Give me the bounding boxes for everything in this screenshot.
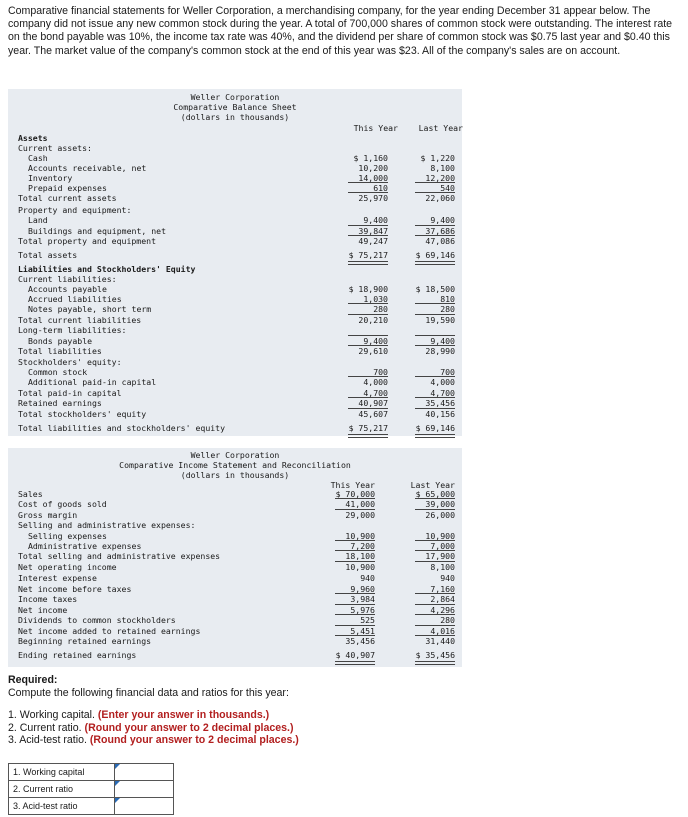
- income-statement-row-value-this-year: 525: [360, 615, 375, 625]
- balance-sheet-row-label: Accounts payable: [28, 284, 107, 294]
- balance-sheet-row-label: Property and equipment:: [18, 205, 132, 215]
- income-statement-row-label: Administrative expenses: [28, 541, 142, 551]
- balance-sheet-title: Comparative Balance Sheet: [173, 102, 297, 112]
- income-statement-row-value-last-year: $ 65,000: [415, 489, 455, 499]
- balance-sheet-row-label: Buildings and equipment, net: [28, 226, 167, 236]
- balance-sheet-row-label: Prepaid expenses: [28, 183, 107, 193]
- balance-sheet-row-value-last-year: 4,000: [430, 377, 455, 387]
- balance-sheet-row-value-last-year: 40,156: [425, 409, 455, 419]
- balance-sheet-subtotal-rule: [348, 314, 388, 315]
- balance-sheet-row-value-this-year: 4,000: [363, 377, 388, 387]
- balance-sheet-row-label: Total property and equipment: [18, 236, 157, 246]
- income-statement-subtotal-rule: [415, 635, 455, 636]
- income-statement-row-value-this-year: 35,456: [345, 636, 375, 646]
- current-ratio-input[interactable]: [115, 781, 177, 797]
- balance-sheet-subtotal-rule: [348, 182, 388, 183]
- income-statement-row-value-last-year: 17,900: [425, 551, 455, 561]
- income-statement-row-label: Net operating income: [18, 562, 117, 572]
- balance-sheet-subtotal-rule: [415, 225, 455, 226]
- income-statement-row-value-last-year: 4,016: [430, 626, 455, 636]
- required-item-1: 1. Working capital. (Enter your answer in thousands.): [8, 709, 270, 721]
- balance-sheet-row-label: Land: [28, 215, 48, 225]
- balance-sheet-total-double-rule: [415, 261, 455, 265]
- balance-sheet-row-value-this-year: 49,247: [358, 236, 388, 246]
- balance-sheet-row-label: Stockholders' equity:: [18, 357, 122, 367]
- balance-sheet-total-double-rule: [348, 261, 388, 265]
- income-statement-row-label: Selling expenses: [28, 531, 107, 541]
- balance-sheet-row-value-this-year: $ 18,900: [348, 284, 388, 294]
- income-statement-title: Comparative Income Statement and Reconciliation: [119, 460, 351, 470]
- income-statement-row-value-this-year: 18,100: [345, 551, 375, 561]
- income-statement-subtotal-rule: [415, 593, 455, 594]
- balance-sheet-col-this-year: This Year: [353, 123, 398, 133]
- balance-sheet-row-value-last-year: 9,400: [430, 336, 455, 346]
- balance-sheet-row-value-last-year: 700: [440, 367, 455, 377]
- balance-sheet-subtotal-rule: [348, 376, 388, 377]
- balance-sheet-subtotal-rule: [415, 335, 455, 336]
- balance-sheet-row-value-this-year: $ 75,217: [348, 250, 388, 260]
- balance-sheet-row-label: Accrued liabilities: [28, 294, 122, 304]
- answer-table: [8, 763, 174, 815]
- balance-sheet-subtotal-rule: [415, 303, 455, 304]
- income-statement-subtotal-rule: [335, 635, 375, 636]
- income-statement-total-double-rule: [335, 661, 375, 665]
- income-statement-col-last-year: Last Year: [410, 480, 455, 490]
- income-statement-row-value-this-year: 10,900: [345, 562, 375, 572]
- balance-sheet-subtotal-rule: [348, 235, 388, 236]
- income-statement-row-value-last-year: 31,440: [425, 636, 455, 646]
- balance-sheet-subtotal-rule: [415, 376, 455, 377]
- income-statement-subtotal-rule: [335, 614, 375, 615]
- income-statement-row-label: Net income before taxes: [18, 584, 132, 594]
- balance-sheet-row-value-last-year: 280: [440, 304, 455, 314]
- balance-sheet-row-value-this-year: 4,700: [363, 388, 388, 398]
- balance-sheet-row-value-this-year: 39,847: [358, 226, 388, 236]
- balance-sheet-col-last-year: Last Year: [418, 123, 463, 133]
- balance-sheet-row-value-last-year: 35,456: [425, 398, 455, 408]
- balance-sheet-row-value-this-year: 14,000: [358, 173, 388, 183]
- input-flag-icon: [115, 764, 120, 769]
- balance-sheet-row-value-this-year: 29,610: [358, 346, 388, 356]
- income-statement-subtotal-rule: [335, 509, 375, 510]
- income-statement-subtotal-rule: [335, 593, 375, 594]
- income-statement-col-this-year: This Year: [330, 480, 375, 490]
- balance-sheet-subtotal-rule: [415, 235, 455, 236]
- balance-sheet-row-value-last-year: $ 69,146: [415, 250, 455, 260]
- balance-sheet-row-value-last-year: 47,086: [425, 236, 455, 246]
- balance-sheet-row-value-this-year: 10,200: [358, 163, 388, 173]
- balance-sheet-row-label: Additional paid-in capital: [28, 377, 157, 387]
- balance-sheet-row-value-last-year: 810: [440, 294, 455, 304]
- income-statement-row-value-this-year: 5,451: [350, 626, 375, 636]
- balance-sheet-row-value-this-year: 9,400: [363, 336, 388, 346]
- balance-sheet-subtotal-rule: [415, 182, 455, 183]
- income-statement-row-value-this-year: $ 70,000: [335, 489, 375, 499]
- balance-sheet-row-label: Long-term liabilities:: [18, 325, 127, 335]
- balance-sheet-title-company: Weller Corporation: [190, 92, 280, 102]
- income-statement-subtotal-rule: [415, 509, 455, 510]
- answer-label: 2. Current ratio: [9, 781, 115, 798]
- income-statement-subtotal-rule: [415, 498, 455, 499]
- balance-sheet-row-value-last-year: $ 1,220: [420, 153, 455, 163]
- balance-sheet-row-value-last-year: 8,100: [430, 163, 455, 173]
- balance-sheet-row-label: Total current liabilities: [18, 315, 142, 325]
- income-statement-subtotal-rule: [335, 561, 375, 562]
- balance-sheet-total-double-rule: [415, 434, 455, 438]
- balance-sheet-row-label: Liabilities and Stockholders' Equity: [18, 264, 196, 274]
- working-capital-input[interactable]: [115, 764, 177, 780]
- balance-sheet-subtotal-rule: [348, 345, 388, 346]
- balance-sheet-subtotal-rule: [415, 345, 455, 346]
- balance-sheet-row-value-this-year: 610: [373, 183, 388, 193]
- balance-sheet-row-label: Total current assets: [18, 193, 117, 203]
- balance-sheet-row-value-last-year: 540: [440, 183, 455, 193]
- income-statement-subtotal-rule: [415, 614, 455, 615]
- balance-sheet-row-label: Accounts receivable, net: [28, 163, 147, 173]
- income-statement-row-value-last-year: 8,100: [430, 562, 455, 572]
- income-statement-row-label: Cost of goods sold: [18, 499, 107, 509]
- income-statement-row-value-last-year: $ 35,456: [415, 650, 455, 660]
- balance-sheet-row-value-last-year: $ 69,146: [415, 423, 455, 433]
- balance-sheet-row-label: Bonds payable: [28, 336, 93, 346]
- balance-sheet-row-value-this-year: $ 75,217: [348, 423, 388, 433]
- answer-row-acid-test-ratio: [9, 798, 174, 815]
- balance-sheet-row-value-last-year: 37,686: [425, 226, 455, 236]
- balance-sheet-row-value-this-year: 45,607: [358, 409, 388, 419]
- income-statement-row-value-this-year: 940: [360, 573, 375, 583]
- balance-sheet-row-value-last-year: 12,200: [425, 173, 455, 183]
- required-heading: Required:: [8, 674, 58, 686]
- balance-sheet-subtotal-rule: [415, 397, 455, 398]
- income-statement-subtotal-rule: [335, 550, 375, 551]
- income-statement-row-value-last-year: 4,296: [430, 605, 455, 615]
- balance-sheet-subtotal-rule: [348, 397, 388, 398]
- balance-sheet-row-label: Cash: [28, 153, 48, 163]
- income-statement-subtotal-rule: [335, 540, 375, 541]
- income-statement-row-value-last-year: 39,000: [425, 499, 455, 509]
- income-statement-row-label: Ending retained earnings: [18, 650, 137, 660]
- income-statement-units: (dollars in thousands): [180, 470, 290, 480]
- income-statement-row-value-this-year: 7,200: [350, 541, 375, 551]
- balance-sheet-units: (dollars in thousands): [180, 112, 290, 122]
- income-statement-row-label: Net income added to retained earnings: [18, 626, 201, 636]
- balance-sheet-row-label: Common stock: [28, 367, 88, 377]
- balance-sheet-row-label: Notes payable, short term: [28, 304, 152, 314]
- balance-sheet-row-label: Total liabilities and stockholders' equity: [18, 423, 226, 433]
- balance-sheet-subtotal-rule: [348, 335, 388, 336]
- required-item-3: 3. Acid-test ratio. (Round your answer to 2 decimal places.): [8, 734, 299, 746]
- input-flag-icon: [115, 798, 120, 803]
- balance-sheet-row-value-last-year: 9,400: [430, 215, 455, 225]
- balance-sheet-row-value-last-year: 19,590: [425, 315, 455, 325]
- balance-sheet-row-label: Retained earnings: [18, 398, 102, 408]
- balance-sheet-total-double-rule: [348, 434, 388, 438]
- income-statement-row-value-this-year: 29,000: [345, 510, 375, 520]
- balance-sheet-row-value-last-year: 4,700: [430, 388, 455, 398]
- income-statement-row-value-this-year: 9,960: [350, 584, 375, 594]
- balance-sheet-row-label: Current liabilities:: [18, 274, 117, 284]
- income-statement-row-label: Sales: [18, 489, 43, 499]
- acid-test-ratio-input[interactable]: [115, 798, 177, 814]
- balance-sheet-subtotal-rule: [348, 225, 388, 226]
- income-statement-title-company: Weller Corporation: [190, 450, 280, 460]
- balance-sheet-row-value-last-year: $ 18,500: [415, 284, 455, 294]
- income-statement-row-value-this-year: 10,900: [345, 531, 375, 541]
- balance-sheet-row-label: Total paid-in capital: [18, 388, 122, 398]
- income-statement-row-value-this-year: 3,984: [350, 594, 375, 604]
- balance-sheet-subtotal-rule: [415, 314, 455, 315]
- income-statement-subtotal-rule: [415, 604, 455, 605]
- income-statement-subtotal-rule: [335, 604, 375, 605]
- input-flag-icon: [115, 781, 120, 786]
- balance-sheet-row-value-this-year: 25,970: [358, 193, 388, 203]
- balance-sheet-row-label: Total assets: [18, 250, 78, 260]
- income-statement-subtotal-rule: [335, 625, 375, 626]
- income-statement-row-label: Income taxes: [18, 594, 78, 604]
- balance-sheet-row-label: Inventory: [28, 173, 73, 183]
- balance-sheet-row-value-this-year: 700: [373, 367, 388, 377]
- balance-sheet-subtotal-rule: [415, 408, 455, 409]
- balance-sheet-subtotal-rule: [348, 408, 388, 409]
- required-section: [8, 674, 299, 747]
- income-statement-subtotal-rule: [415, 540, 455, 541]
- income-statement-row-value-this-year: $ 40,907: [335, 650, 375, 660]
- income-statement-subtotal-rule: [335, 498, 375, 499]
- income-statement-row-label: Dividends to common stockholders: [18, 615, 176, 625]
- income-statement-row-label: Gross margin: [18, 510, 78, 520]
- answer-label: 1. Working capital: [9, 764, 115, 781]
- balance-sheet-row-value-this-year: 20,210: [358, 315, 388, 325]
- balance-sheet-row-value-this-year: 280: [373, 304, 388, 314]
- income-statement-row-value-last-year: 280: [440, 615, 455, 625]
- balance-sheet-subtotal-rule: [348, 192, 388, 193]
- balance-sheet-row-value-last-year: 28,990: [425, 346, 455, 356]
- balance-sheet-row-value-this-year: 1,030: [363, 294, 388, 304]
- balance-sheet-row-value-this-year: 9,400: [363, 215, 388, 225]
- income-statement-row-value-last-year: 10,900: [425, 531, 455, 541]
- income-statement-row-label: Selling and administrative expenses:: [18, 520, 196, 530]
- balance-sheet-subtotal-rule: [415, 192, 455, 193]
- balance-sheet-row-value-this-year: 40,907: [358, 398, 388, 408]
- balance-sheet-row-label: Total stockholders' equity: [18, 409, 147, 419]
- balance-sheet-subtotal-rule: [348, 303, 388, 304]
- income-statement-row-value-last-year: 7,160: [430, 584, 455, 594]
- balance-sheet-row-label: Current assets:: [18, 143, 92, 153]
- balance-sheet-row-value-last-year: 22,060: [425, 193, 455, 203]
- income-statement-row-label: Beginning retained earnings: [18, 636, 152, 646]
- income-statement-row-value-last-year: 940: [440, 573, 455, 583]
- income-statement-row-label: Total selling and administrative expenses: [18, 551, 221, 561]
- income-statement-row-label: Net income: [18, 605, 68, 615]
- income-statement-row-value-last-year: 2,864: [430, 594, 455, 604]
- income-statement-total-double-rule: [415, 661, 455, 665]
- balance-sheet-row-label: Assets: [18, 133, 48, 143]
- income-statement-row-value-this-year: 5,976: [350, 605, 375, 615]
- answer-row-working-capital: [9, 764, 174, 781]
- income-statement-row-value-last-year: 26,000: [425, 510, 455, 520]
- income-statement-subtotal-rule: [415, 561, 455, 562]
- answer-row-current-ratio: [9, 781, 174, 798]
- income-statement-subtotal-rule: [415, 625, 455, 626]
- balance-sheet-row-label: Total liabilities: [18, 346, 102, 356]
- income-statement-row-value-this-year: 41,000: [345, 499, 375, 509]
- income-statement-row-label: Interest expense: [18, 573, 97, 583]
- income-statement-subtotal-rule: [415, 550, 455, 551]
- required-prompt: Compute the following financial data and ratios for this year:: [8, 686, 289, 699]
- problem-intro: Comparative financial statements for Weller Corporation, a merchandising company, for the year ending December 31 appear below. The company did not issue any new common stock during the year. A total of 700,000 shares of common stock were outstanding. The interest rate on the bond payable was 10%, the income tax rate was 40%, and the dividend per share of common stock was $0.75 last year and $0.40 this year. The market value of the company's common stock at the end of this year was $23. All of the company's sales are on account.: [8, 5, 673, 57]
- required-item-2: 2. Current ratio. (Round your answer to 2 decimal places.): [8, 721, 294, 734]
- answer-label: 3. Acid-test ratio: [9, 798, 115, 815]
- balance-sheet-row-value-this-year: $ 1,160: [353, 153, 388, 163]
- income-statement-row-value-last-year: 7,000: [430, 541, 455, 551]
